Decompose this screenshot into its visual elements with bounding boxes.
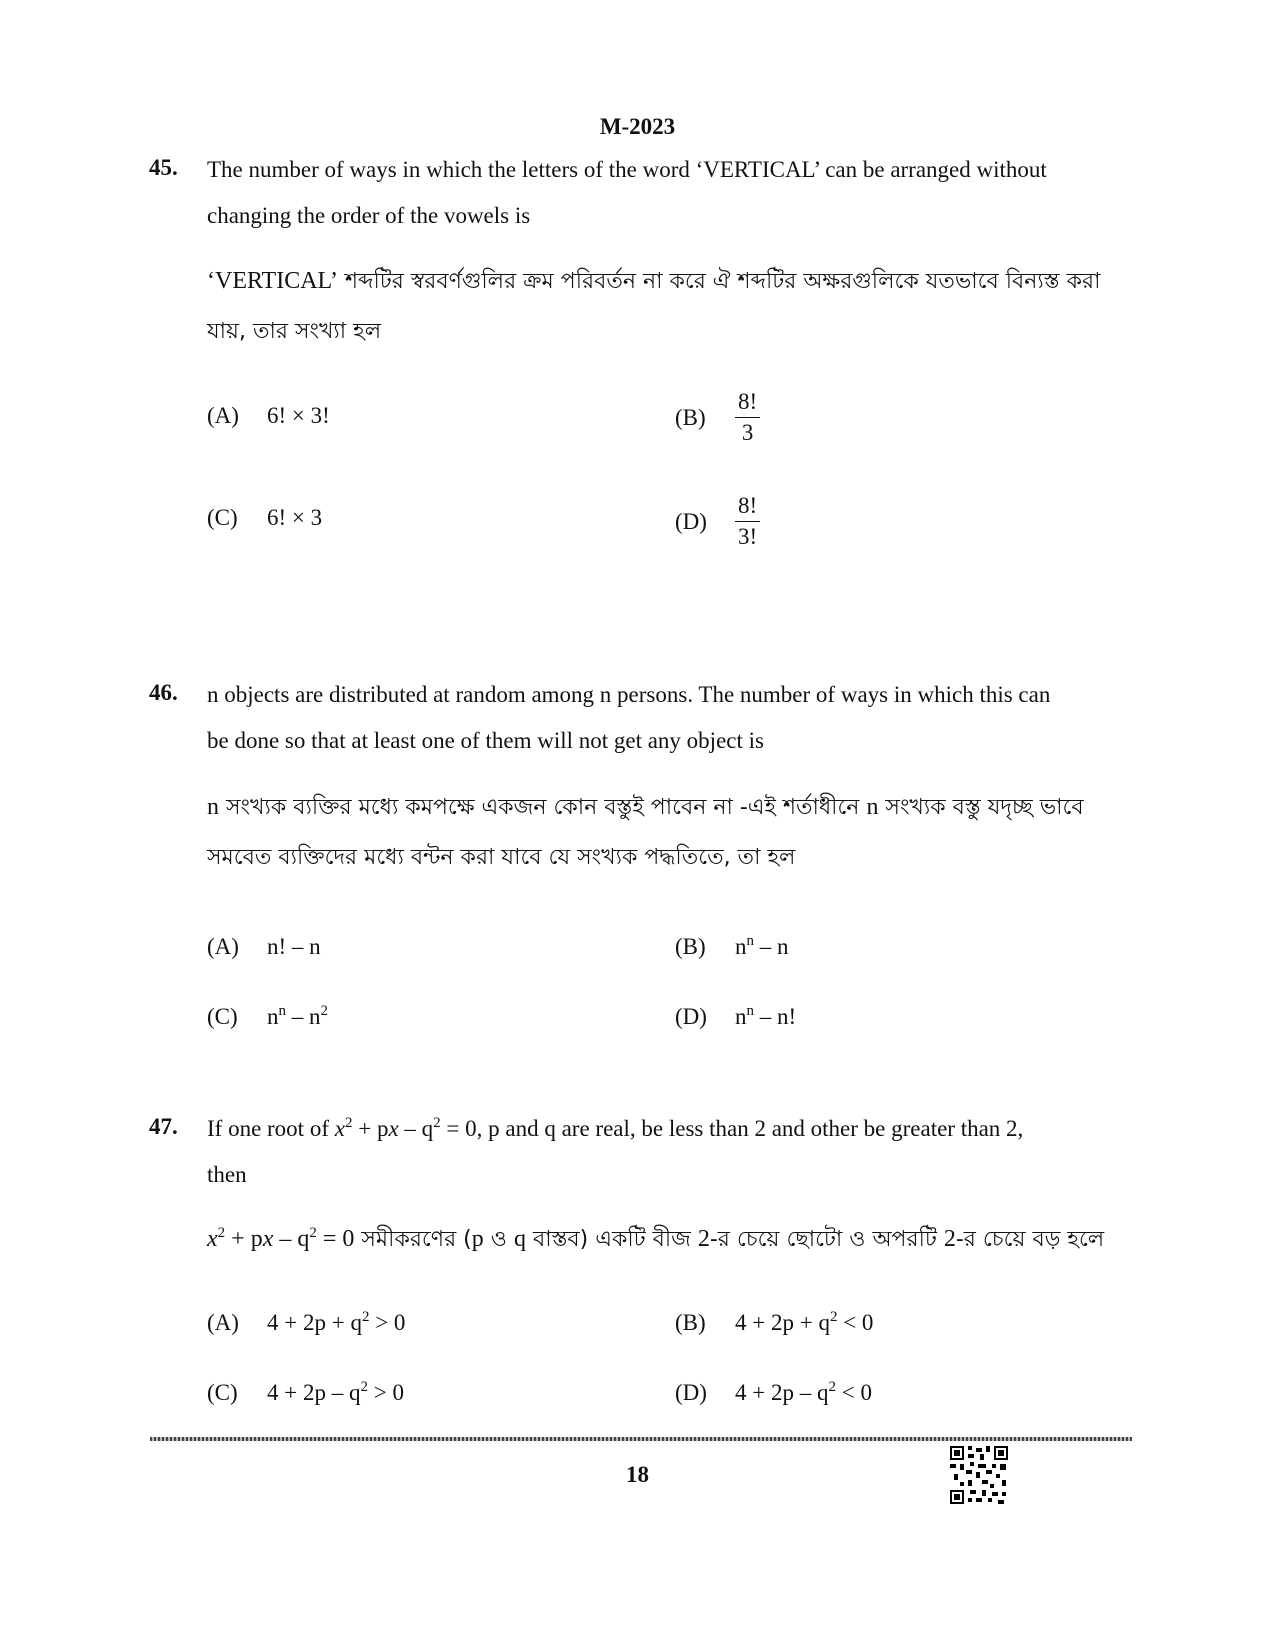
exponent: 2 (217, 1225, 226, 1241)
question-line: changing the order of the vowels is (207, 203, 531, 228)
inline-latin: q (513, 1226, 526, 1252)
inline-latin: n (866, 794, 879, 820)
option-value: 4 + 2p + q (267, 1310, 362, 1335)
fraction (735, 387, 760, 448)
bn-text: ও (483, 1227, 514, 1252)
bn-text: শব্দটির স্বরবর্ণগুলির ক্রম পরিবর্তন না করে ঐ শব্দটির অক্ষরগুলিকে যতভাবে বিন্যস্ত করা (338, 269, 1101, 294)
question-line: n objects are distributed at random among n persons. The number of ways in which this can (207, 682, 1051, 707)
inline-latin: 2 (697, 1226, 710, 1252)
equation (207, 1226, 354, 1252)
option-label: (D) (675, 508, 707, 534)
fraction-numerator: 8! (735, 387, 760, 418)
question-line (207, 256, 1137, 307)
option-value (735, 1004, 796, 1029)
bn-text: -র চেয়ে ছোটো ও অপরটি (709, 1227, 944, 1252)
bn-text: সংখ্যক ব্যক্তির মধ্যে কমপক্ষে একজন কোন বস্তুই পাবেন না -এই শর্তাধীনে (219, 795, 867, 820)
page-number: 18 (626, 1462, 649, 1487)
question-text-en (207, 147, 1127, 239)
exponent: 2 (433, 1115, 441, 1131)
option-b (675, 387, 760, 448)
option-label: (D) (675, 1004, 707, 1029)
option-value: 4 + 2p – q (735, 1380, 829, 1405)
question-line: যায়, তার সংখ্যা হল (207, 319, 382, 344)
option-a (207, 403, 330, 429)
question-line (207, 1214, 1137, 1265)
rest: – n (754, 934, 789, 959)
option-label: (B) (675, 404, 706, 430)
question-text-bn (207, 256, 1137, 357)
question-line: then (207, 1162, 247, 1187)
question-number: 45. (149, 155, 178, 180)
option-d (675, 1004, 796, 1030)
exponent: 2 (828, 1379, 836, 1395)
question-line (207, 782, 1137, 833)
exponent: 2 (309, 1225, 317, 1241)
text: + p (352, 1116, 389, 1141)
option-value: 4 + 2p – q (267, 1380, 361, 1405)
fraction-numerator: 8! (735, 491, 760, 522)
option-value: < 0 (835, 1380, 872, 1405)
option-b (675, 1310, 873, 1336)
question-text-en (207, 1106, 1127, 1198)
option-d (675, 1380, 872, 1406)
variable-x: x (334, 1116, 345, 1141)
rest: – n! (754, 1004, 797, 1029)
rest: – n (286, 1004, 321, 1029)
inline-latin: n (207, 794, 219, 820)
fraction-denominator: 3 (741, 420, 754, 445)
option-value: 6! × 3 (267, 505, 323, 530)
option-value (735, 934, 789, 959)
exponent: 2 (361, 1309, 370, 1325)
text: = 0, p and q are real, be less than 2 and other be greater than 2, (440, 1116, 1024, 1141)
exponent: n (746, 1003, 754, 1019)
confidential-microtext-rule (150, 1437, 1132, 1441)
text: – q (273, 1226, 310, 1252)
variable-x: x (207, 1226, 218, 1252)
base: n (735, 1004, 747, 1029)
option-label: (A) (207, 403, 239, 428)
option-value: n! – n (267, 934, 321, 959)
base: n (735, 934, 747, 959)
option-label: (C) (207, 1004, 238, 1029)
option-label: (B) (675, 1310, 706, 1335)
question-text-bn (207, 1214, 1137, 1265)
exponent: 2 (360, 1379, 368, 1395)
fraction (735, 491, 760, 552)
qr-code-icon (950, 1446, 1008, 1504)
base: n (267, 1004, 279, 1029)
question-line: The number of ways in which the letters of the word ‘VERTICAL’ can be arranged without (207, 157, 1047, 182)
option-c (207, 1004, 328, 1030)
option-a (207, 1310, 405, 1336)
option-c (207, 1380, 404, 1406)
question-number: 47. (149, 1114, 178, 1139)
option-b (675, 934, 789, 960)
variable-x: x (262, 1226, 274, 1252)
option-c (207, 505, 322, 531)
option-label: (C) (207, 505, 238, 530)
option-value: < 0 (837, 1310, 874, 1335)
option-d (675, 491, 760, 552)
exponent: 2 (829, 1309, 838, 1325)
page-header-code: M-2023 (599, 114, 676, 139)
text: – q (398, 1116, 434, 1141)
option-a (207, 934, 321, 960)
question-line (207, 1106, 1127, 1152)
bn-text: -র চেয়ে বড় হলে (955, 1227, 1105, 1252)
option-value (267, 1004, 328, 1029)
option-value: 6! × 3! (267, 403, 330, 428)
inline-latin: 2 (943, 1226, 956, 1252)
inline-latin: p (471, 1226, 484, 1252)
exponent: 2 (320, 1003, 328, 1019)
exponent: n (746, 933, 754, 949)
text: = 0 (316, 1226, 355, 1252)
text: If one root of (207, 1116, 335, 1141)
bn-text: সমীকরণের ( (354, 1227, 472, 1252)
option-label: (C) (207, 1380, 238, 1405)
option-value: 4 + 2p + q (735, 1310, 830, 1335)
option-label: (D) (675, 1380, 707, 1405)
option-value: > 0 (369, 1310, 406, 1335)
inline-latin: ‘VERTICAL’ (207, 268, 338, 294)
question-text-bn (207, 782, 1137, 883)
option-label: (B) (675, 934, 706, 959)
variable-x: x (388, 1116, 399, 1141)
exponent: n (278, 1003, 286, 1019)
question-number: 46. (149, 680, 178, 705)
text: + p (225, 1226, 263, 1252)
bn-text: বাস্তব) একটি বীজ (525, 1227, 698, 1252)
option-label: (A) (207, 934, 239, 959)
question-line: be done so that at least one of them will not get any object is (207, 728, 764, 753)
fraction-denominator: 3! (738, 524, 758, 549)
bn-text: সংখ্যক বস্তু যদৃচ্ছ ভাবে (878, 795, 1084, 820)
option-value: > 0 (367, 1380, 404, 1405)
question-line: সমবেত ব্যক্তিদের মধ্যে বন্টন করা যাবে যে সংখ্যক পদ্ধতিতে, তা হল (207, 845, 796, 870)
exponent: 2 (344, 1115, 353, 1131)
question-text-en (207, 672, 1127, 764)
option-label: (A) (207, 1310, 239, 1335)
